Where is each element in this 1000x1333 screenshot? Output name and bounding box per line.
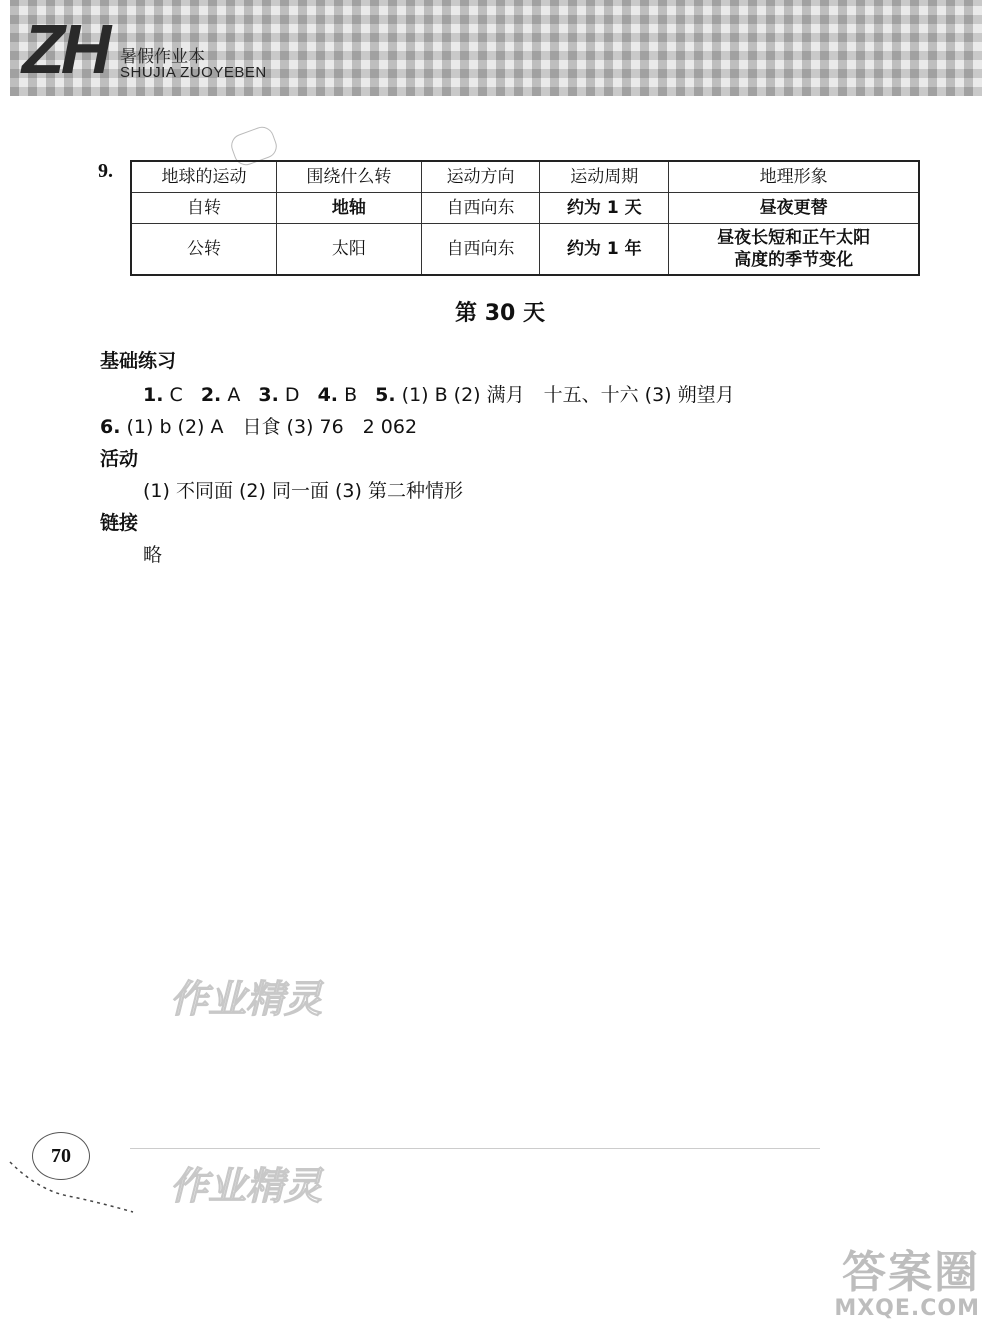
question-number: 3. bbox=[258, 384, 279, 406]
question-number: 4. bbox=[317, 384, 339, 406]
answer-text: D bbox=[284, 384, 300, 406]
watermark-text: 作业精灵 bbox=[170, 1163, 323, 1208]
answer-text: (1) B (2) 满月 十五、十六 (3) 朔望月 bbox=[401, 384, 735, 406]
section-heading-link: 链接 bbox=[100, 512, 139, 534]
table-cell-line: 高度的季节变化 bbox=[734, 250, 854, 270]
table-row bbox=[131, 224, 919, 276]
table-header-cell: 围绕什么转 bbox=[277, 161, 422, 193]
zh-logo: ZH bbox=[22, 10, 108, 88]
section-heading-basic: 基础练习 bbox=[100, 350, 177, 372]
book-title-en: SHUJIA ZUOYEBEN bbox=[120, 64, 267, 81]
basic-answers-line-1 bbox=[143, 380, 735, 407]
table-cell: 自西向东 bbox=[421, 193, 540, 224]
table-cell: 自转 bbox=[131, 193, 277, 224]
link-answer: 略 bbox=[143, 544, 163, 566]
answer-text: (1) b (2) A 日食 (3) 76 2 062 bbox=[126, 416, 418, 438]
earth-motion-table bbox=[130, 160, 920, 276]
table-cell: 昼夜更替 bbox=[669, 193, 919, 224]
page-header-band bbox=[10, 0, 982, 96]
question-9-number: 9. bbox=[98, 160, 113, 182]
activity-answer: (1) 不同面 (2) 同一面 (3) 第二种情形 bbox=[143, 480, 463, 502]
table-cell: 太阳 bbox=[277, 224, 422, 276]
table-cell bbox=[669, 224, 919, 276]
watermark-text: 作业精灵 bbox=[170, 976, 323, 1021]
table-cell: 地轴 bbox=[277, 193, 422, 224]
answer-text: A bbox=[227, 384, 241, 406]
table-cell: 约为 1 年 bbox=[540, 224, 669, 276]
site-brand-watermark bbox=[834, 1247, 980, 1321]
brand-name: 答案圈 bbox=[842, 1247, 980, 1298]
day-title: 第 30 天 bbox=[455, 301, 545, 326]
question-number: 5. bbox=[375, 384, 396, 406]
footer-divider bbox=[130, 1148, 820, 1149]
book-title-cn: 暑假作业本 bbox=[120, 47, 205, 67]
table-row bbox=[131, 193, 919, 224]
table-header-row bbox=[131, 161, 919, 193]
table-cell: 公转 bbox=[131, 224, 277, 276]
table-header-cell: 地理形象 bbox=[669, 161, 919, 193]
question-number: 1. bbox=[143, 384, 164, 406]
table-cell-line: 昼夜长短和正午太阳 bbox=[717, 228, 871, 248]
table-cell: 约为 1 天 bbox=[540, 193, 669, 224]
answer-text: B bbox=[344, 384, 358, 406]
answer-text: C bbox=[169, 384, 183, 406]
table-header-cell: 运动方向 bbox=[421, 161, 540, 193]
decorative-curve-icon bbox=[8, 1160, 138, 1220]
table-header-cell: 地球的运动 bbox=[131, 161, 277, 193]
table-header-cell: 运动周期 bbox=[540, 161, 669, 193]
basic-answers-line-2 bbox=[100, 412, 417, 439]
brand-url: MXQE.COM bbox=[834, 1296, 980, 1321]
question-number: 6. bbox=[100, 416, 121, 438]
section-heading-activity: 活动 bbox=[100, 448, 139, 470]
page-number: 70 bbox=[32, 1132, 90, 1180]
table-cell: 自西向东 bbox=[421, 224, 540, 276]
question-number: 2. bbox=[200, 384, 222, 406]
